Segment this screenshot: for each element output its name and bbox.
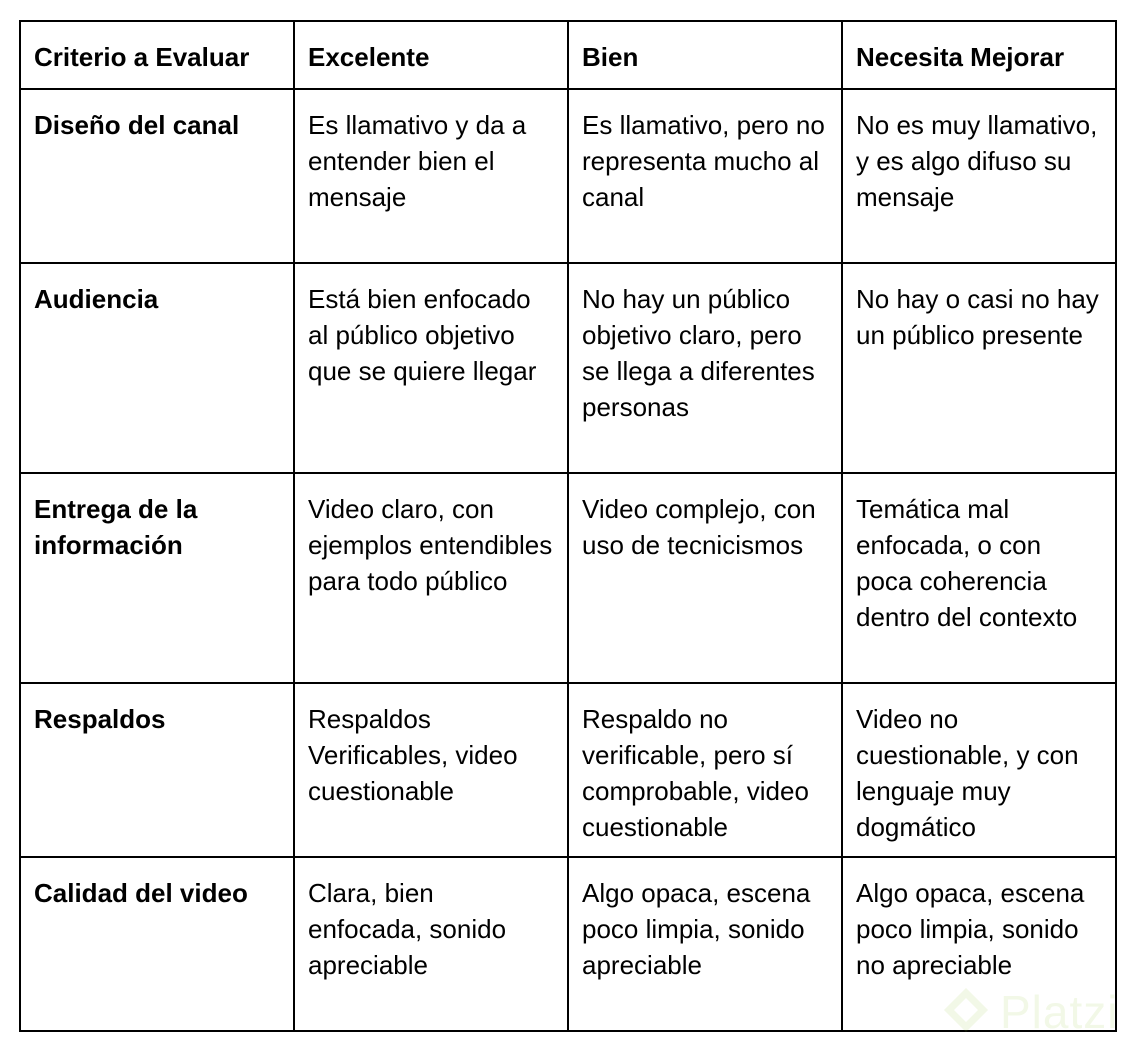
table-row (20, 473, 1116, 683)
criterion-cell: Audiencia (20, 263, 294, 473)
mejorar-cell: No hay o casi no hay un público presente (842, 263, 1116, 473)
header-bien: Bien (568, 21, 842, 89)
header-necesita-mejorar: Necesita Mejorar (842, 21, 1116, 89)
bien-cell: Respaldo no verificable, pero sí comprobable, video cuestionable (568, 683, 842, 857)
table-row (20, 263, 1116, 473)
watermark-text: Platzi (1000, 986, 1119, 1038)
bien-cell: No hay un público objetivo claro, pero se llega a diferentes personas (568, 263, 842, 473)
bien-cell: Es llamativo, pero no representa mucho al canal (568, 89, 842, 263)
mejorar-cell: Temática mal enfocada, o con poca coherencia dentro del contexto (842, 473, 1116, 683)
criterion-cell: Entrega de la información (20, 473, 294, 683)
mejorar-cell: Algo opaca, escena poco limpia, sonido no apreciable (842, 857, 1116, 1031)
excelente-cell: Clara, bien enfocada, sonido apreciable (294, 857, 568, 1031)
table-row (20, 857, 1116, 1031)
excelente-cell: Respaldos Verificables, video cuestionable (294, 683, 568, 857)
mejorar-cell: No es muy llamativo, y es algo difuso su mensaje (842, 89, 1116, 263)
mejorar-cell: Video no cuestionable, y con lenguaje muy dogmático (842, 683, 1116, 857)
criterion-cell: Calidad del video (20, 857, 294, 1031)
rubric-table (19, 20, 1117, 1032)
criterion-cell: Diseño del canal (20, 89, 294, 263)
bien-cell: Algo opaca, escena poco limpia, sonido apreciable (568, 857, 842, 1031)
header-excelente: Excelente (294, 21, 568, 89)
excelente-cell: Es llamativo y da a entender bien el mensaje (294, 89, 568, 263)
header-criterio: Criterio a Evaluar (20, 21, 294, 89)
bien-cell: Video complejo, con uso de tecnicismos (568, 473, 842, 683)
table-row (20, 89, 1116, 263)
criterion-cell: Respaldos (20, 683, 294, 857)
excelente-cell: Está bien enfocado al público objetivo que se quiere llegar (294, 263, 568, 473)
excelente-cell: Video claro, con ejemplos entendibles para todo público (294, 473, 568, 683)
header-row (20, 21, 1116, 89)
table-row (20, 683, 1116, 857)
